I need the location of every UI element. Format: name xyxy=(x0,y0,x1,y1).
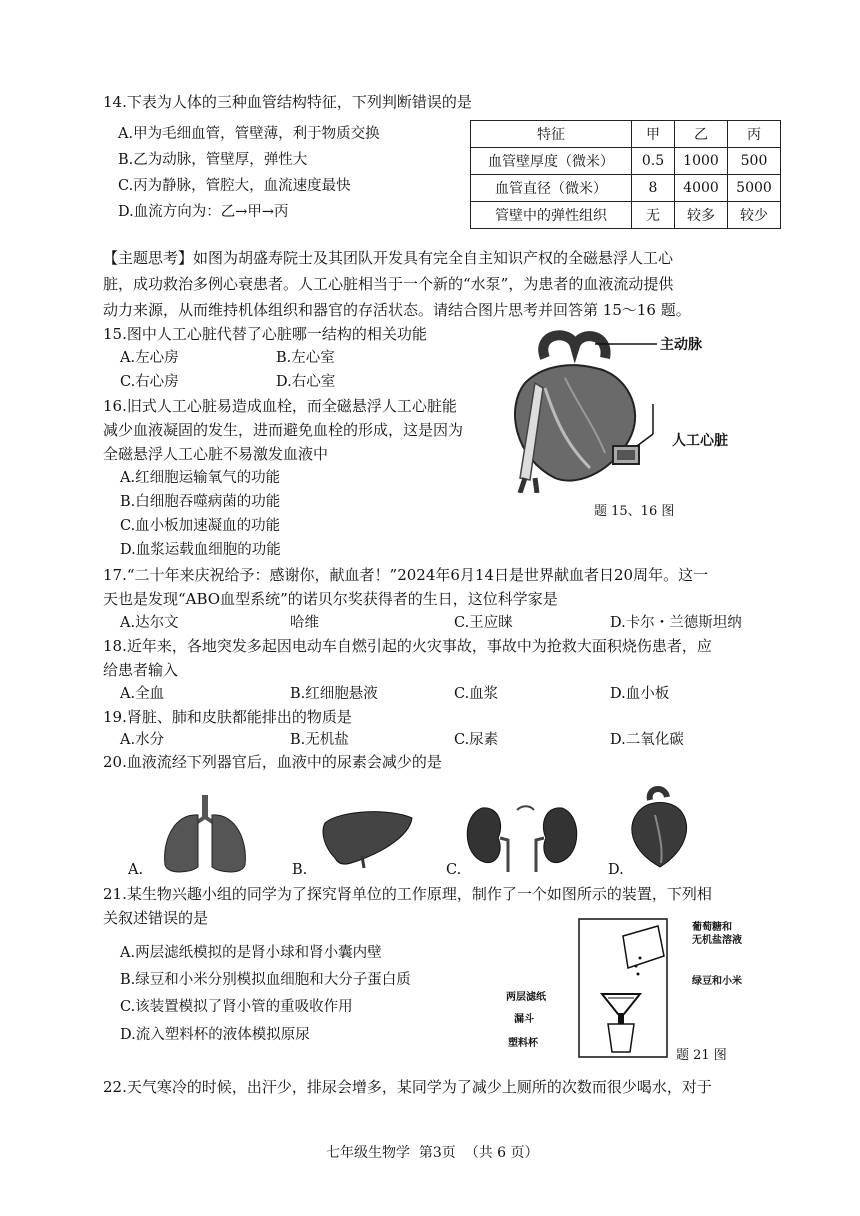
q19-stem: 19.肾脏、肺和皮肤都能排出的物质是 xyxy=(103,708,352,726)
q20-option-d: D. xyxy=(608,862,624,878)
q18-line: 给患者输入 xyxy=(103,661,179,679)
theme-line: 【主题思考】如图为胡盛寿院士及其团队开发具有完全自主知识产权的全磁悬浮人工心 xyxy=(103,249,674,267)
label-solution-line1: 葡萄糖和 xyxy=(692,922,732,933)
table-cell: 较多 xyxy=(675,202,728,229)
table-header-cell: 乙 xyxy=(675,121,728,148)
q19-option-d: D.二氧化碳 xyxy=(610,732,684,748)
table-cell: 血管直径（微米） xyxy=(471,175,632,202)
page-footer: 七年级生物学 第3页 （共 6 页） xyxy=(326,1145,539,1161)
q14-stem: 14.下表为人体的三种血管结构特征，下列判断错误的是 xyxy=(103,93,472,111)
table-cell: 500 xyxy=(728,148,781,175)
q18-option-d: D.血小板 xyxy=(610,686,670,702)
label-funnel: 漏斗 xyxy=(514,1014,534,1025)
table-row xyxy=(471,148,781,175)
q22-stem: 22.天气寒冷的时候，出汗少，排尿会增多，某同学为了减少上厕所的次数而很少喝水，对于 xyxy=(103,1078,712,1096)
table-cell: 1000 xyxy=(675,148,728,175)
blood-vessel-table xyxy=(470,120,781,229)
heart-illustration xyxy=(625,785,695,870)
q17-line: 17.“二十年来庆祝给予：感谢你，献血者！”2024年6月14日是世界献血者日20周年。这一 xyxy=(103,566,709,584)
q16-line: 16.旧式人工心脏易造成血栓，而全磁悬浮人工心脏能 xyxy=(103,397,457,415)
q17-line: 天也是发现“ABO血型系统”的诺贝尔奖获得者的生日，这位科学家是 xyxy=(103,590,558,608)
q16-line: 全磁悬浮人工心脏不易激发血液中 xyxy=(103,445,329,463)
q21-option-c: C.该装置模拟了肾小管的重吸收作用 xyxy=(120,999,353,1015)
q18-line: 18.近年来，各地突发多起因电动车自燃引起的火灾事故，事故中为抢救大面积烧伤患者，应 xyxy=(103,637,712,655)
q16-option-d: D.血浆运载血细胞的功能 xyxy=(120,542,281,558)
label-aorta: 主动脉 xyxy=(660,337,702,353)
table-row xyxy=(471,175,781,202)
q18-option-b: B.红细胞悬液 xyxy=(290,686,378,702)
table-header-cell: 特征 xyxy=(471,121,632,148)
table-row xyxy=(471,121,781,148)
q17-option-a: A.达尔文 xyxy=(120,615,179,631)
q14-option-a: A.甲为毛细血管，管壁薄，利于物质交换 xyxy=(118,126,380,142)
table-cell: 0.5 xyxy=(632,148,675,175)
q21-option-d: D.流入塑料杯的液体模拟原尿 xyxy=(120,1027,310,1043)
q21-option-b: B.绿豆和小米分别模拟血细胞和大分子蛋白质 xyxy=(120,972,411,988)
q18-option-c: C.血浆 xyxy=(454,686,499,702)
q15-option-a: A.左心房 xyxy=(120,350,179,366)
q16-option-c: C.血小板加速凝血的功能 xyxy=(120,518,281,534)
q21-line: 关叙述错误的是 xyxy=(103,909,209,927)
label-plastic-cup: 塑料杯 xyxy=(508,1038,538,1049)
theme-line: 脏，成功救治多例心衰患者。人工心脏相当于一个新的“水泵”，为患者的血液流动提供 xyxy=(103,275,674,293)
label-filter-paper: 两层滤纸 xyxy=(506,992,546,1003)
table-cell: 较少 xyxy=(728,202,781,229)
q15-stem: 15.图中人工心脏代替了心脏哪一结构的相关功能 xyxy=(103,325,427,343)
table-header-cell: 甲 xyxy=(632,121,675,148)
filtration-apparatus-illustration xyxy=(578,918,668,1058)
q19-option-a: A.水分 xyxy=(120,732,165,748)
q14-option-d: D.血流方向为：乙→甲→丙 xyxy=(118,204,289,220)
label-beans: 绿豆和小米 xyxy=(692,976,742,987)
q16-line: 减少血液凝固的发生，进而避免血栓的形成，这是因为 xyxy=(103,421,464,439)
q17-option-c: C.王应睐 xyxy=(454,615,513,631)
table-row xyxy=(471,202,781,229)
q15-option-d: D.右心室 xyxy=(276,374,336,390)
q17-option-b: 哈维 xyxy=(290,615,319,631)
figure-caption: 题 15、16 图 xyxy=(594,504,675,519)
q14-option-c: C.丙为静脉，管腔大，血流速度最快 xyxy=(118,178,351,194)
q19-option-b: B.无机盐 xyxy=(290,732,349,748)
q20-stem: 20.血液流经下列器官后，血液中的尿素会减少的是 xyxy=(103,753,442,771)
q20-option-b: B. xyxy=(292,862,308,878)
table-cell: 8 xyxy=(632,175,675,202)
q16-option-b: B.白细胞吞噬病菌的功能 xyxy=(120,494,281,510)
lungs-illustration xyxy=(160,795,250,875)
q15-option-b: B.左心室 xyxy=(276,350,335,366)
q14-option-b: B.乙为动脉，管壁厚，弹性大 xyxy=(118,152,308,168)
table-cell: 无 xyxy=(632,202,675,229)
q16-option-a: A.红细胞运输氧气的功能 xyxy=(120,470,281,486)
q21-option-a: A.两层滤纸模拟的是肾小球和肾小囊内壁 xyxy=(120,945,382,961)
q18-option-a: A.全血 xyxy=(120,686,165,702)
q20-option-a: A. xyxy=(128,862,144,878)
table-cell: 血管壁厚度（微米） xyxy=(471,148,632,175)
kidneys-illustration xyxy=(462,800,587,872)
q17-option-d: D.卡尔・兰德斯坦纳 xyxy=(610,615,742,631)
q21-line: 21.某生物兴趣小组的同学为了探究肾单位的工作原理，制作了一个如图所示的装置，下列相 xyxy=(103,885,712,903)
label-solution-line2: 无机盐溶液 xyxy=(692,935,742,946)
q15-option-c: C.右心房 xyxy=(120,374,179,390)
figure-pointer-lines xyxy=(595,334,665,454)
q19-option-c: C.尿素 xyxy=(454,732,499,748)
label-artificial-heart: 人工心脏 xyxy=(672,433,728,449)
table-cell: 4000 xyxy=(675,175,728,202)
table-cell: 管壁中的弹性组织 xyxy=(471,202,632,229)
table-header-cell: 丙 xyxy=(728,121,781,148)
theme-line: 动力来源，从而维持机体组织和器官的存活状态。请结合图片思考并回答第 15～16 题。 xyxy=(103,301,691,319)
table-cell: 5000 xyxy=(728,175,781,202)
liver-illustration xyxy=(320,808,415,870)
figure-caption: 题 21 图 xyxy=(676,1048,727,1063)
q20-option-c: C. xyxy=(446,862,462,878)
